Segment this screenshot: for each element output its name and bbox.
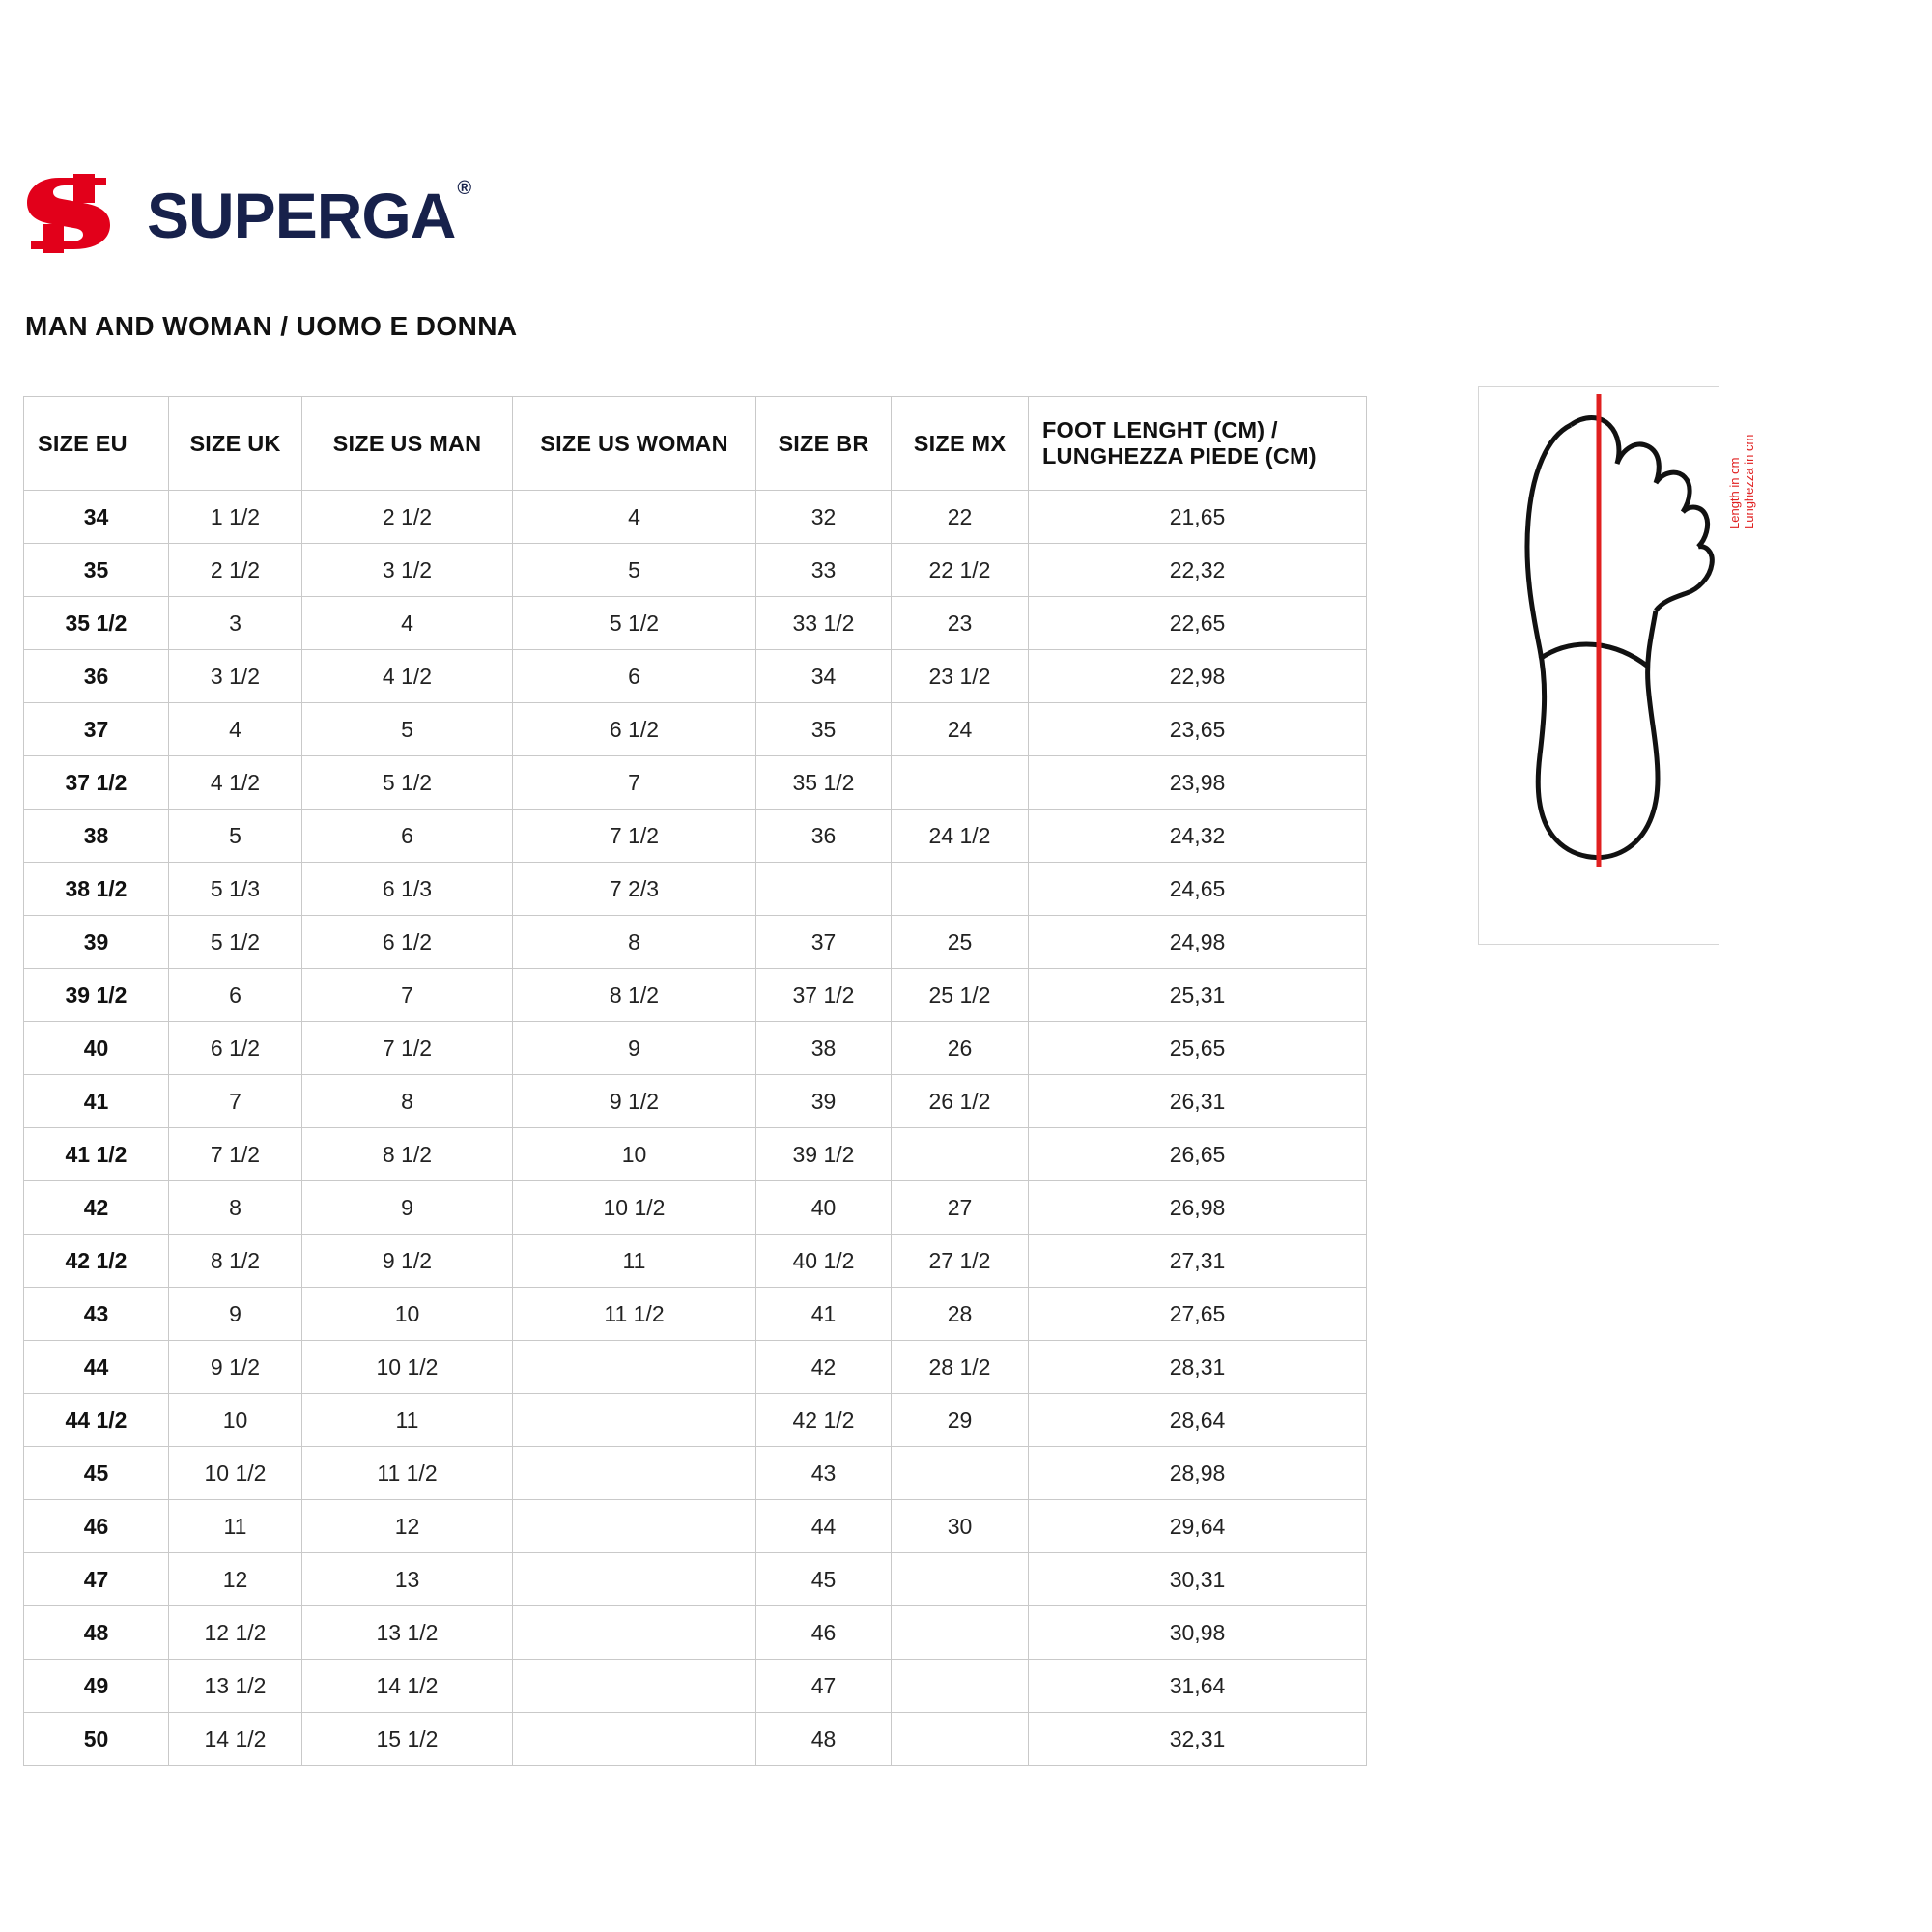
table-cell: 22,32 [1029,544,1367,597]
table-cell: 27,65 [1029,1288,1367,1341]
table-row [24,1660,1367,1713]
table-cell: 46 [24,1500,169,1553]
table-cell: 5 1/2 [302,756,513,810]
table-row [24,1075,1367,1128]
table-cell: 9 1/2 [513,1075,756,1128]
diagram-length-label [1727,394,1756,529]
table-cell: 8 [513,916,756,969]
table-row [24,1500,1367,1553]
table-cell: 24 [892,703,1029,756]
table-cell: 9 [169,1288,302,1341]
table-cell: 43 [24,1288,169,1341]
table-cell: 13 1/2 [169,1660,302,1713]
table-cell: 39 1/2 [756,1128,892,1181]
table-cell: 15 1/2 [302,1713,513,1766]
size-table [23,396,1367,1766]
table-cell: 42 [756,1341,892,1394]
table-cell [513,1447,756,1500]
table-cell: 6 1/2 [302,916,513,969]
table-cell: 6 [302,810,513,863]
table-cell: 40 1/2 [756,1235,892,1288]
table-cell: 34 [756,650,892,703]
table-cell: 5 [513,544,756,597]
table-cell: 38 [756,1022,892,1075]
table-cell: 9 [513,1022,756,1075]
table-row [24,969,1367,1022]
table-cell [756,863,892,916]
table-cell: 6 [513,650,756,703]
table-cell: 34 [24,491,169,544]
brand-logo [23,174,469,253]
table-cell: 6 1/2 [169,1022,302,1075]
table-cell: 4 1/2 [302,650,513,703]
table-cell: 22,65 [1029,597,1367,650]
table-cell: 10 1/2 [302,1341,513,1394]
table-cell: 12 1/2 [169,1606,302,1660]
table-cell: 38 [24,810,169,863]
table-cell: 29,64 [1029,1500,1367,1553]
table-row [24,810,1367,863]
table-cell: 4 [169,703,302,756]
table-cell [892,863,1029,916]
table-cell: 3 1/2 [302,544,513,597]
table-cell: 9 1/2 [302,1235,513,1288]
table-cell: 24,65 [1029,863,1367,916]
table-cell [513,1341,756,1394]
table-header [24,397,1367,491]
table-cell: 46 [756,1606,892,1660]
table-cell: 10 1/2 [513,1181,756,1235]
table-cell: 4 [302,597,513,650]
table-row [24,1394,1367,1447]
table-cell [513,1553,756,1606]
table-cell: 40 [24,1022,169,1075]
column-header-size-eu: SIZE EU [24,397,169,491]
brand-wordmark [147,178,471,251]
table-header-row [24,397,1367,491]
table-cell [892,1128,1029,1181]
table-cell [513,1500,756,1553]
table-cell: 27,31 [1029,1235,1367,1288]
table-cell: 28,64 [1029,1394,1367,1447]
table-row [24,1235,1367,1288]
column-header-size-br: SIZE BR [756,397,892,491]
table-cell: 10 [302,1288,513,1341]
table-row [24,703,1367,756]
table-cell: 36 [756,810,892,863]
table-cell [892,1606,1029,1660]
table-cell: 41 1/2 [24,1128,169,1181]
table-cell [892,1553,1029,1606]
table-cell: 11 [302,1394,513,1447]
table-cell: 11 [169,1500,302,1553]
table-cell: 4 [513,491,756,544]
column-header-size-mx: SIZE MX [892,397,1029,491]
table-cell: 26 1/2 [892,1075,1029,1128]
table-cell: 26,65 [1029,1128,1367,1181]
table-cell: 28,31 [1029,1341,1367,1394]
table-cell: 8 [169,1181,302,1235]
table-row [24,1128,1367,1181]
table-cell: 22 1/2 [892,544,1029,597]
table-cell: 12 [169,1553,302,1606]
table-row [24,1713,1367,1766]
table-cell: 47 [756,1660,892,1713]
diagram-length-label-en: Length in cm [1727,457,1742,529]
table-row [24,1606,1367,1660]
table-cell [892,756,1029,810]
table-cell: 29 [892,1394,1029,1447]
table-cell: 42 1/2 [24,1235,169,1288]
table-cell: 23,98 [1029,756,1367,810]
table-cell: 7 [169,1075,302,1128]
registered-mark: ® [457,178,471,199]
table-cell: 6 [169,969,302,1022]
diagram-length-label-it: Lunghezza in cm [1742,434,1756,529]
table-cell: 2 1/2 [169,544,302,597]
table-cell: 41 [756,1288,892,1341]
table-cell: 43 [756,1447,892,1500]
table-cell: 23,65 [1029,703,1367,756]
table-cell: 23 1/2 [892,650,1029,703]
table-cell: 25 1/2 [892,969,1029,1022]
table-cell: 9 1/2 [169,1341,302,1394]
table-row [24,544,1367,597]
table-row [24,1341,1367,1394]
table-cell: 35 1/2 [756,756,892,810]
table-cell: 24,98 [1029,916,1367,969]
table-cell: 5 1/3 [169,863,302,916]
table-cell: 27 1/2 [892,1235,1029,1288]
table-cell: 8 [302,1075,513,1128]
table-cell [513,1606,756,1660]
table-cell: 7 [302,969,513,1022]
foot-length-header-line1: FOOT LENGHT (CM) / [1042,417,1278,442]
table-cell: 47 [24,1553,169,1606]
table-cell: 4 1/2 [169,756,302,810]
table-cell: 12 [302,1500,513,1553]
table-cell: 28 1/2 [892,1341,1029,1394]
table-cell: 11 1/2 [513,1288,756,1341]
table-row [24,491,1367,544]
table-cell: 44 1/2 [24,1394,169,1447]
foot-measurement-diagram [1478,386,1756,947]
table-cell: 38 1/2 [24,863,169,916]
table-cell: 7 1/2 [302,1022,513,1075]
column-header-size-uk: SIZE UK [169,397,302,491]
table-cell: 27 [892,1181,1029,1235]
table-cell: 41 [24,1075,169,1128]
table-cell: 8 1/2 [302,1128,513,1181]
table-cell [513,1660,756,1713]
table-cell: 25,31 [1029,969,1367,1022]
table-row [24,916,1367,969]
table-cell: 28 [892,1288,1029,1341]
table-cell: 10 [169,1394,302,1447]
column-header-size-us-man: SIZE US MAN [302,397,513,491]
table-cell: 10 [513,1128,756,1181]
table-cell: 22 [892,491,1029,544]
table-cell: 48 [24,1606,169,1660]
table-cell: 25 [892,916,1029,969]
table-cell: 14 1/2 [302,1660,513,1713]
table-cell: 39 [756,1075,892,1128]
table-cell: 30,98 [1029,1606,1367,1660]
table-cell: 37 1/2 [756,969,892,1022]
table-cell: 40 [756,1181,892,1235]
table-cell: 7 [513,756,756,810]
table-cell: 33 [756,544,892,597]
table-cell: 3 [169,597,302,650]
table-cell [513,1713,756,1766]
table-row [24,1022,1367,1075]
table-cell: 36 [24,650,169,703]
table-cell: 45 [24,1447,169,1500]
table-cell: 30,31 [1029,1553,1367,1606]
table-cell: 42 1/2 [756,1394,892,1447]
table-cell: 35 [24,544,169,597]
table-cell: 39 [24,916,169,969]
table-cell: 31,64 [1029,1660,1367,1713]
table-cell: 5 1/2 [169,916,302,969]
table-cell: 44 [756,1500,892,1553]
table-row [24,756,1367,810]
table-cell: 45 [756,1553,892,1606]
table-cell: 21,65 [1029,491,1367,544]
table-cell: 24 1/2 [892,810,1029,863]
table-cell: 48 [756,1713,892,1766]
table-cell: 11 1/2 [302,1447,513,1500]
table-cell: 14 1/2 [169,1713,302,1766]
table-cell: 32 [756,491,892,544]
table-cell: 26,98 [1029,1181,1367,1235]
table-cell: 49 [24,1660,169,1713]
foot-length-header-line2: LUNGHEZZA PIEDE (CM) [1042,443,1317,469]
table-row [24,1447,1367,1500]
superga-s-logo-icon [23,174,137,253]
size-table-container [23,396,1366,1766]
table-cell: 13 [302,1553,513,1606]
table-cell: 26 [892,1022,1029,1075]
table-cell: 30 [892,1500,1029,1553]
table-cell: 6 1/2 [513,703,756,756]
table-cell: 8 1/2 [513,969,756,1022]
table-cell: 33 1/2 [756,597,892,650]
table-cell: 25,65 [1029,1022,1367,1075]
table-cell: 1 1/2 [169,491,302,544]
brand-name: SUPERGA [147,180,456,251]
table-cell: 10 1/2 [169,1447,302,1500]
table-cell: 8 1/2 [169,1235,302,1288]
foot-outline-icon [1478,386,1719,945]
table-cell: 26,31 [1029,1075,1367,1128]
table-cell: 7 1/2 [513,810,756,863]
table-cell [892,1713,1029,1766]
table-cell: 22,98 [1029,650,1367,703]
table-row [24,1181,1367,1235]
table-cell: 5 1/2 [513,597,756,650]
table-cell: 7 2/3 [513,863,756,916]
table-cell: 37 [756,916,892,969]
table-cell: 13 1/2 [302,1606,513,1660]
table-row [24,597,1367,650]
table-row [24,863,1367,916]
table-cell: 50 [24,1713,169,1766]
table-cell [513,1394,756,1447]
table-cell: 44 [24,1341,169,1394]
table-body [24,491,1367,1766]
page-title: MAN AND WOMAN / UOMO E DONNA [25,311,518,341]
table-cell: 37 [24,703,169,756]
table-cell: 35 [756,703,892,756]
table-cell: 28,98 [1029,1447,1367,1500]
table-cell [892,1447,1029,1500]
table-cell: 5 [169,810,302,863]
table-cell: 24,32 [1029,810,1367,863]
table-cell [892,1660,1029,1713]
table-row [24,650,1367,703]
table-cell: 11 [513,1235,756,1288]
table-cell: 37 1/2 [24,756,169,810]
table-cell: 39 1/2 [24,969,169,1022]
table-cell: 32,31 [1029,1713,1367,1766]
table-cell: 6 1/3 [302,863,513,916]
table-cell: 5 [302,703,513,756]
table-row [24,1288,1367,1341]
column-header-size-us-woman: SIZE US WOMAN [513,397,756,491]
table-cell: 23 [892,597,1029,650]
table-cell: 7 1/2 [169,1128,302,1181]
column-header-foot-length [1029,397,1367,491]
table-cell: 2 1/2 [302,491,513,544]
table-row [24,1553,1367,1606]
table-cell: 35 1/2 [24,597,169,650]
table-cell: 3 1/2 [169,650,302,703]
table-cell: 42 [24,1181,169,1235]
table-cell: 9 [302,1181,513,1235]
